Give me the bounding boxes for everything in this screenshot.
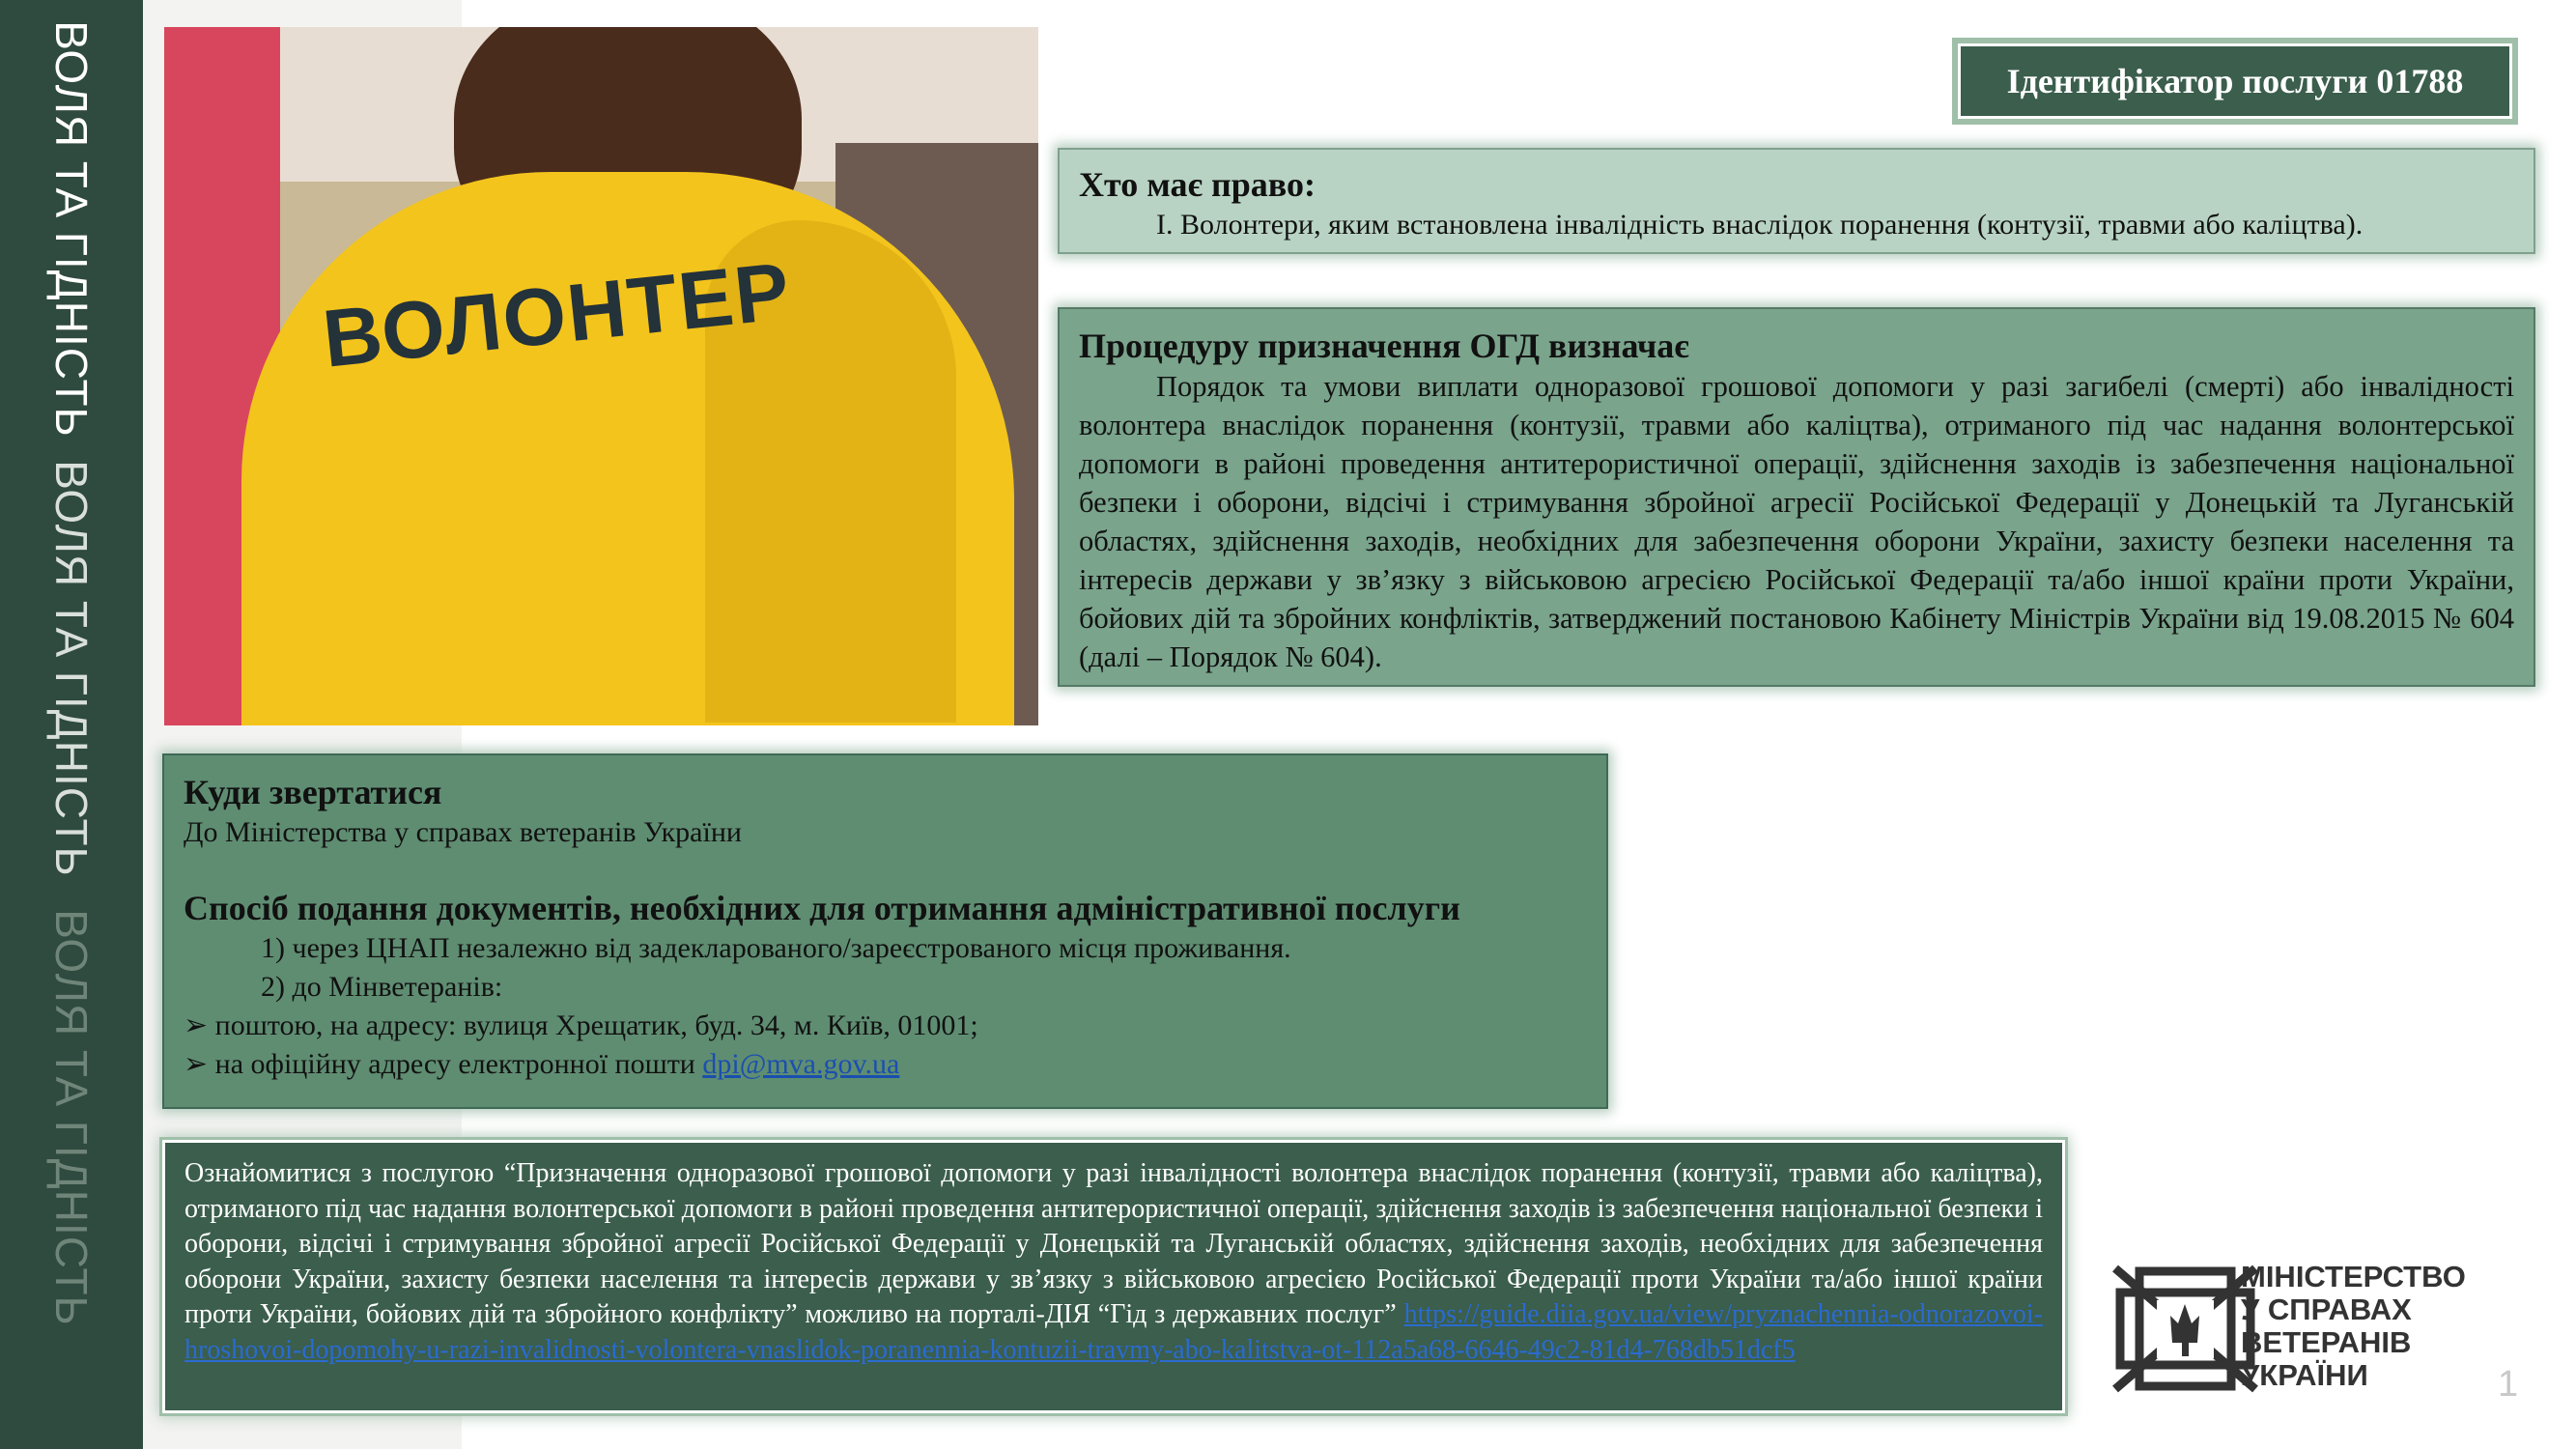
logo-line: МІНІСТЕРСТВО <box>2241 1260 2466 1293</box>
email-link[interactable]: dpi@mva.gov.ua <box>702 1048 900 1080</box>
contact-text: До Міністерства у справах ветеранів України <box>184 816 742 848</box>
service-id-badge: Ідентифікатор послуги 01788 <box>1958 43 2512 119</box>
portal-info-box <box>162 1140 2065 1413</box>
contact-box <box>162 753 1608 1109</box>
portal-info-text <box>184 1156 2043 1368</box>
page-number: 1 <box>2498 1364 2519 1405</box>
shirt-lettering: ВОЛОНТЕР <box>319 244 796 384</box>
eligibility-text: І. Волонтери, яким встановлена інвалідність внаслідок поранення (контузії, травми або каліцтва). <box>1156 209 2364 241</box>
logo-line: УКРАЇНИ <box>2241 1358 2368 1392</box>
sidebar <box>0 0 143 1449</box>
sidebar-slogan: ВОЛЯ ТА ГІДНІСТЬ <box>46 20 97 438</box>
submission-item: 1) через ЦНАП незалежно від задекларованого/зареєстрованого місця проживання. <box>261 932 1291 964</box>
contact-title: Куди звертатися <box>184 773 442 811</box>
portal-info-description: Ознайомитися з послугою “Призначення одноразової грошової допомоги у разі інвалідності волонтера внаслідок поранення (контузії, травми або каліцтва), отриманого під час надання волонтерської допомоги в районі проведення антитерористичної операції, здійснення заходів із забезпечення національної безпеки і оборони, відсічі і стримування збройної агресії Російської Федерації у Донецькій та Луганській областях, здійснення заходів, необхідних для забезпечення оборони України, захисту безпеки населення та інтересів держави у зв’язку з військовою агресією Російської Федерації проти України та/або іншої країни проти України, бойових дій та збройного конфлікту” можливо на порталі-ДІЯ “Гід з державних послуг” <box>184 1158 2043 1329</box>
logo-line: ВЕТЕРАНІВ <box>2241 1325 2412 1359</box>
submission-bullet: ➢ поштою, на адресу: вулиця Хрещатик, буд. 34, м. Київ, 01001; <box>184 1009 978 1041</box>
sidebar-slogan: ВОЛЯ ТА ГІДНІСТЬ <box>46 460 97 877</box>
ministry-logo-text <box>2241 1261 2466 1392</box>
submission-method-title: Спосіб подання документів, необхідних для отримання адміністративної послуги <box>184 889 1460 927</box>
submission-item: 2) до Мінветеранів: <box>261 971 503 1003</box>
eligibility-box <box>1058 148 2535 254</box>
submission-bullet-text: ➢ на офіційну адресу електронної пошти <box>184 1048 703 1080</box>
portal-link[interactable]: https://guide.diia.gov.ua/view/pryznachennia-odnorazovoi-hroshovoi-dopomohy-u-razi-invalidnosti-volontera-vnaslidok-poranennia-kontuzii-travmy-abo-kalitstva-ot-112a5a68-6646-49c2-81d4-768db51dcf5 <box>184 1299 2043 1365</box>
procedure-box <box>1058 307 2535 687</box>
submission-bullet <box>184 1045 1587 1084</box>
procedure-text: Порядок та умови виплати одноразової грошової допомоги у разі загибелі (смерті) або інвалідності волонтера внаслідок поранення (контузії, травми або каліцтва), отриманого під час надання волонтерської допомоги в районі проведення антитерористичної операції, здійснення заходів із забезпечення національної безпеки і оборони, відсічі і стримування збройної агресії Російської Федерації у Донецькій та Луганській областях, здійснення заходів, необхідних для забезпечення оборони України, захисту безпеки населення та інтересів держави у зв’язку з військовою агресією Російської Федерації та/або іншої країни проти України, бойових дій та збройних конфліктів, затверджений постановою Кабінету Міністрів України від 19.08.2015 № 604 (далі – Порядок № 604). <box>1079 370 2514 673</box>
procedure-title: Процедуру призначення ОГД визначає <box>1079 327 1689 365</box>
sidebar-slogan: ВОЛЯ ТА ГІДНІСТЬ <box>46 909 97 1326</box>
logo-line: У СПРАВАХ <box>2241 1293 2412 1326</box>
volunteer-photo <box>164 27 1038 725</box>
eligibility-title: Хто має право: <box>1079 165 1316 204</box>
